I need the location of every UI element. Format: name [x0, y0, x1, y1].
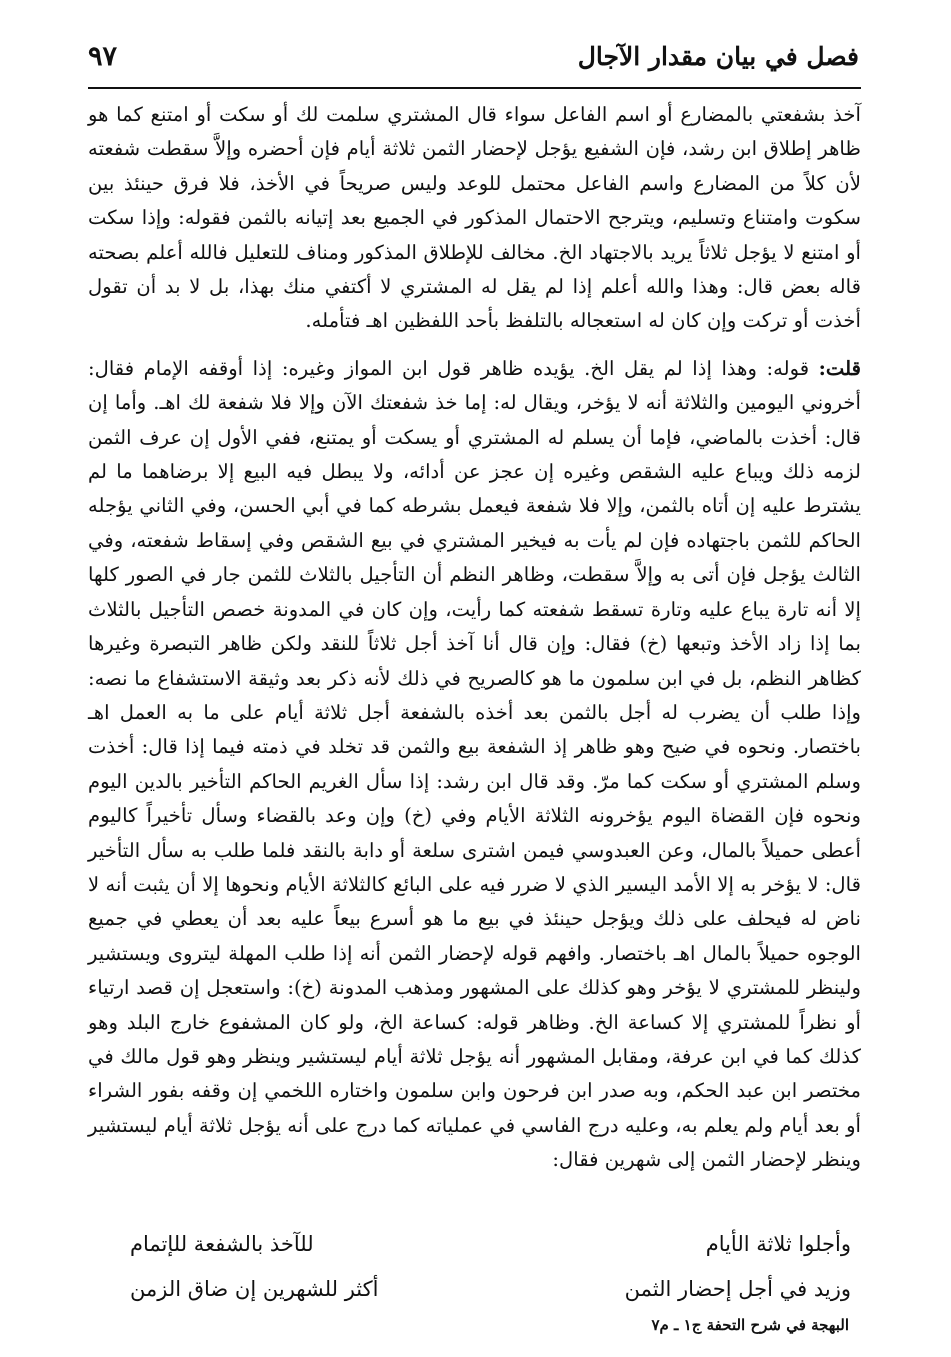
page-header — [88, 34, 859, 78]
body-text — [88, 98, 861, 1178]
paragraph-2-lead: قلت: — [818, 356, 861, 380]
paragraph-2-text: قوله: وهذا إذا لم يقل الخ. يؤيده ظاهر قول ابن المواز وغيره: إذا أوقفه الإمام فقال: أخروني اليومين والثلاثة أنه لا يؤخر، ويقال له: إما خذ شفعتك الآن وإلا فلا شفعة لك اهـ. وأما إن قال: أخذت بالماضي، فإما أن يسلم له المشتري أو يسكت أو يمتنع، ففي الأول إن عرف الثمن لزمه ذلك ويباع عليه الشقص وغيره إن عجز عن أدائه، ولا يبطل فيه البيع إلا برضاهما ما لم يشترط عليه إن أتاه بالثمن، وإلا فلا شفعة فيعمل بشرطه كما في أبي الحسن، وفي الثاني يؤجله الحاكم للثمن باجتهاده فإن لم يأت به فيخير المشتري في بيع الشقص وفي إسقاط شفعته، وفي الثالث يؤجل فإن أتى به وإلاَّ سقطت، وظاهر النظم أن التأجيل بالثلاث للثمن جار في الصور كلها إلا أنه تارة يباع عليه وتارة تسقط شفعته كما رأيت، وإن كان في المدونة خصص التأجيل بالثلاث بما إذا زاد الأخذ وتبعها (خ) فقال: وإن قال أنا آخذ أجل ثلاثاً للنقد ولكن ظاهر التبصرة وغيرها كظاهر النظم، بل في ابن سلمون ما هو كالصريح في ذلك لأنه ذكر بعد وثيقة الاستشفاع ما نصه: وإذا طلب أن يضرب له أجل بالثمن بعد أخذه بالشفعة أجل ثلاثة أيام على ما به العمل اهـ باختصار. ونحوه في ضيح وهو ظاهر إذ الشفعة بيع والثمن قد تخلد في ذمته فيما إذا قال: أخذت وسلم المشتري أو سكت كما مرّ. وقد قال ابن رشد: إذا سأل الغريم الحاكم التأخير بالدين اليوم ونحوه فإن القضاة اليوم يؤخرونه الثلاثة الأيام وفي (خ) وإن وعد بالقضاء وسأل تأخيراً كاليوم أعطى حميلاً بالمال، وعن العبدوسي فيمن اشترى سلعة أو دابة بالنقد فلما طلب به سأل التأخير قال: لا يؤخر به إلا الأمد اليسير الذي لا ضرر فيه على البائع كالثلاثة الأيام ونحوها إلا أن يثبت أنه لا ناض له فيحلف على ذلك ويؤجل حينئذ في بيع ما هو أسرع بيعاً عليه بعد أن يعطي في جميع الوجوه حميلاً بالمال اهـ باختصار. وافهم قوله لإحضار الثمن أنه إذا طلب المهلة ليتروى ويستشير ولينظر للمشتري لا يؤخر وهو كذلك على المشهور ومذهب المدونة (خ): واستعجل إن قصد ارتياء أو نظراً للمشتري إلا كساعة الخ. وظاهر قوله: كساعة الخ، ولو كان المشفوع خارج البلد وهو كذلك كما في ابن عرفة، ومقابل المشهور أنه يؤجل ثلاثة أيام ليستشير وينظر وهو قول مالك في مختصر ابن عبد الحكم، وبه صدر ابن فرحون وابن سلمون واختاره اللخمي إن وقفه بفور الشراء أو بعد أيام ولم يعلم به، وعليه درج الفاسي في عملياته كما درج على أنه يؤجل ثلاثة أيام ليستشير وينظر لإحضار الثمن إلى شهرين فقال: — [88, 356, 861, 1172]
poem-verses — [130, 1222, 851, 1312]
signature-footer: البهجة في شرح التحفة ج١ ـ م٧ — [651, 1316, 849, 1334]
verse-2-first-hemistich: أكثر للشهرين إن ضاق الزمن — [130, 1277, 379, 1301]
running-title: فصل في بيان مقدار الآجال — [577, 41, 859, 71]
verse-2-second-hemistich: وزيد في أجل إحضار الثمن — [624, 1277, 851, 1301]
paragraph-2 — [88, 352, 861, 1178]
verse-1-first-hemistich: وأجلوا ثلاثة الأيام — [705, 1232, 851, 1256]
verse-1 — [130, 1222, 851, 1267]
paragraph-1: آخذ بشفعتي بالمضارع أو اسم الفاعل سواء قال المشتري سلمت لك أو سكت أو امتنع كما هو ظاهر إطلاق ابن رشد، فإن الشفيع يؤجل لإحضار الثمن ثلاثة أيام فإن أحضره وإلاَّ سقطت شفعته لأن كلاً من المضارع واسم الفاعل محتمل للوعد وليس صريحاً في الأخذ، فلا فرق حينئذ بين سكوت وامتناع وتسليم، ويترجح الاحتمال المذكور في الجميع بعد إتيانه بالثمن فقوله: وإذا سكت أو امتنع لا يؤجل ثلاثاً يريد بالاجتهاد الخ. مخالف للإطلاق المذكور ومناف للتعليل فالله أعلم بصحته قاله بعض قال: وهذا والله أعلم إذا لم يقل له المشتري لا أكتفي منك بهذا، بل لا بد أن تقول أخذت أو تركت وإن كان له استعجاله بالتلفظ بأحد اللفظين اهـ فتأمله. — [88, 103, 861, 333]
verse-2 — [130, 1267, 851, 1312]
page-number: ٩٧ — [88, 40, 118, 72]
header-rule — [88, 87, 861, 89]
verse-1-second-hemistich: للآخذ بالشفعة للإتمام — [130, 1232, 314, 1256]
paragraph-gap — [88, 339, 861, 352]
